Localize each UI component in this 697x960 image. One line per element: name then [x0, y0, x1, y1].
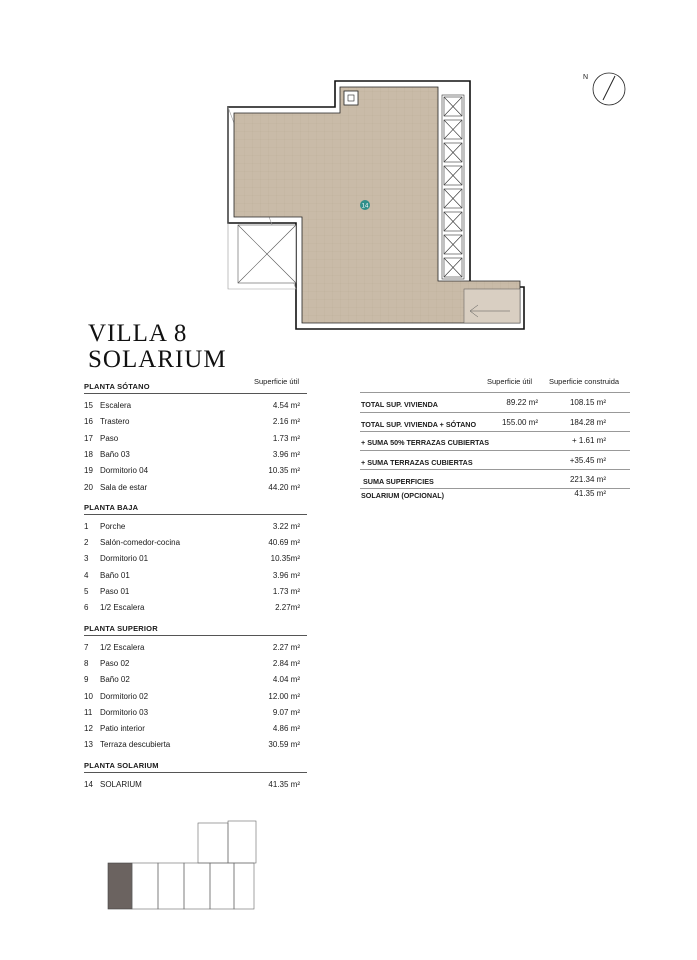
totals-construida: 221.34 m² [569, 475, 606, 484]
row-value: 30.59 m² [268, 740, 300, 750]
row-number: 11 [84, 707, 93, 717]
compass-icon [590, 70, 628, 108]
table-row [84, 571, 130, 580]
totals-label: + SUMA TERRAZAS CUBIERTAS [361, 458, 473, 467]
floor-plan [220, 75, 530, 335]
row-label: Paso 01 [100, 587, 130, 596]
totals-label: + SUMA 50% TERRAZAS CUBIERTAS [361, 438, 489, 447]
row-value: 4.04 m² [272, 675, 300, 685]
key-plan [100, 815, 270, 915]
row-label: Dormitorio 04 [100, 466, 149, 476]
table-row [84, 675, 130, 684]
row-number: 16 [84, 417, 93, 427]
page-title-line1: VILLA 8 [88, 320, 188, 347]
totals-construida: +35.45 m² [569, 456, 606, 465]
row-number: 2 [84, 538, 89, 548]
table-row [84, 587, 129, 596]
row-label: Dormitorio 02 [100, 691, 149, 701]
table-row [84, 780, 142, 789]
table-row [84, 466, 148, 475]
table-row [84, 724, 145, 733]
row-label: Dormitorio 01 [100, 554, 149, 564]
row-value: 1.73 m² [272, 433, 300, 443]
row-label: Baño 01 [100, 570, 130, 580]
row-label: Sala de estar [100, 482, 148, 492]
row-value: 2.16 m² [272, 417, 300, 427]
table-row [84, 483, 147, 492]
compass-north-label: N [583, 74, 589, 81]
totals-construida: + 1.61 m² [571, 436, 606, 445]
row-value: 2.27 m² [272, 642, 300, 652]
row-number: 14 [84, 779, 93, 789]
row-number: 9 [84, 675, 89, 685]
page-title-line2: SOLARIUM [88, 346, 227, 373]
totals-divider [360, 450, 630, 451]
table-row [84, 708, 148, 717]
section-divider [84, 514, 307, 515]
row-value: 1.73 m² [272, 587, 300, 596]
table-row [84, 692, 148, 701]
row-number: 8 [84, 658, 89, 668]
row-number: 7 [84, 642, 89, 652]
table-row [84, 538, 180, 547]
row-label: Dormitorio 03 [100, 707, 149, 717]
totals-construida: 184.28 m² [569, 418, 606, 427]
row-label: Baño 03 [100, 449, 130, 459]
totals-util: 155.00 m² [501, 418, 538, 427]
totals-construida: 41.35 m² [574, 489, 606, 498]
row-number: 19 [84, 466, 93, 476]
right-header-util: Superficie útil [487, 377, 533, 386]
section-divider [84, 393, 307, 394]
totals-divider [360, 469, 630, 470]
row-value: 9.07 m² [272, 707, 300, 717]
section-heading: PLANTA SUPERIOR [84, 623, 158, 633]
row-number: 5 [84, 587, 89, 596]
void-left [238, 225, 296, 283]
row-number: 15 [84, 401, 93, 410]
row-number: 17 [84, 433, 93, 443]
row-number: 20 [84, 482, 93, 492]
row-number: 3 [84, 554, 89, 564]
row-number: 13 [84, 740, 93, 750]
table-row [84, 434, 118, 443]
row-number: 6 [84, 603, 89, 613]
table-row [84, 522, 125, 531]
row-value: 3.22 m² [272, 521, 300, 531]
row-value: 44.20 m² [268, 482, 300, 492]
row-value: 3.96 m² [272, 570, 300, 580]
table-row [84, 603, 144, 612]
row-value: 12.00 m² [268, 691, 300, 701]
row-label: 1/2 Escalera [100, 603, 145, 613]
totals-label: TOTAL SUP. VIVIENDA + SÓTANO [361, 420, 477, 429]
table-row [84, 401, 131, 410]
row-value: 4.86 m² [272, 724, 300, 734]
table-row [84, 554, 148, 563]
compass [580, 68, 630, 108]
totals-label: TOTAL SUP. VIVIENDA [361, 400, 438, 409]
section-divider [84, 635, 307, 636]
row-label: Paso [100, 433, 119, 443]
row-value: 2.84 m² [272, 658, 300, 668]
solarium-floor [234, 87, 520, 323]
section-heading: PLANTA BAJA [84, 502, 139, 512]
row-label: Salón-comedor-cocina [100, 538, 181, 548]
row-label: Baño 02 [100, 675, 130, 685]
table-row [84, 643, 144, 652]
right-header-construida: Superficie construida [549, 377, 620, 386]
row-value: 4.54 m² [272, 401, 300, 410]
row-value: 10.35m² [270, 554, 300, 564]
row-value: 10.35 m² [268, 466, 300, 476]
row-label: SOLARIUM [100, 779, 142, 789]
section-heading: PLANTA SÓTANO [84, 382, 150, 391]
totals-util: 89.22 m² [506, 398, 538, 407]
totals-divider [360, 392, 630, 393]
totals-label: SUMA SUPERFICIES [363, 477, 434, 486]
table-row [84, 450, 130, 459]
row-label: 1/2 Escalera [100, 642, 145, 652]
row-label: Porche [100, 521, 126, 531]
totals-divider [360, 431, 630, 432]
row-value: 3.96 m² [272, 449, 300, 459]
room-marker-label: 14 [361, 203, 369, 210]
chimney-box [344, 91, 358, 105]
row-label: Terraza descubierta [100, 740, 171, 750]
totals-construida: 108.15 m² [569, 398, 606, 407]
row-number: 10 [84, 691, 93, 701]
row-number: 4 [84, 570, 89, 580]
totals-label: SOLARIUM (OPCIONAL) [361, 491, 445, 500]
row-label: Trastero [100, 417, 130, 427]
row-value: 40.69 m² [268, 538, 300, 548]
stair [464, 289, 520, 323]
table-row [84, 740, 170, 749]
left-header-util: Superficie útil [254, 377, 300, 386]
row-number: 12 [84, 724, 93, 734]
row-value: 2.27m² [275, 603, 300, 613]
table-row [84, 417, 130, 426]
row-label: Escalera [100, 401, 132, 410]
key-plan-highlight [108, 863, 132, 909]
row-number: 1 [84, 521, 89, 531]
railing-column [442, 95, 464, 279]
section-divider [84, 772, 307, 773]
row-value: 41.35 m² [268, 779, 300, 789]
row-number: 18 [84, 449, 93, 459]
row-label: Patio interior [100, 724, 145, 734]
table-row [84, 659, 129, 668]
row-label: Paso 02 [100, 658, 130, 668]
totals-divider [360, 412, 630, 413]
section-heading: PLANTA SOLARIUM [84, 760, 159, 770]
